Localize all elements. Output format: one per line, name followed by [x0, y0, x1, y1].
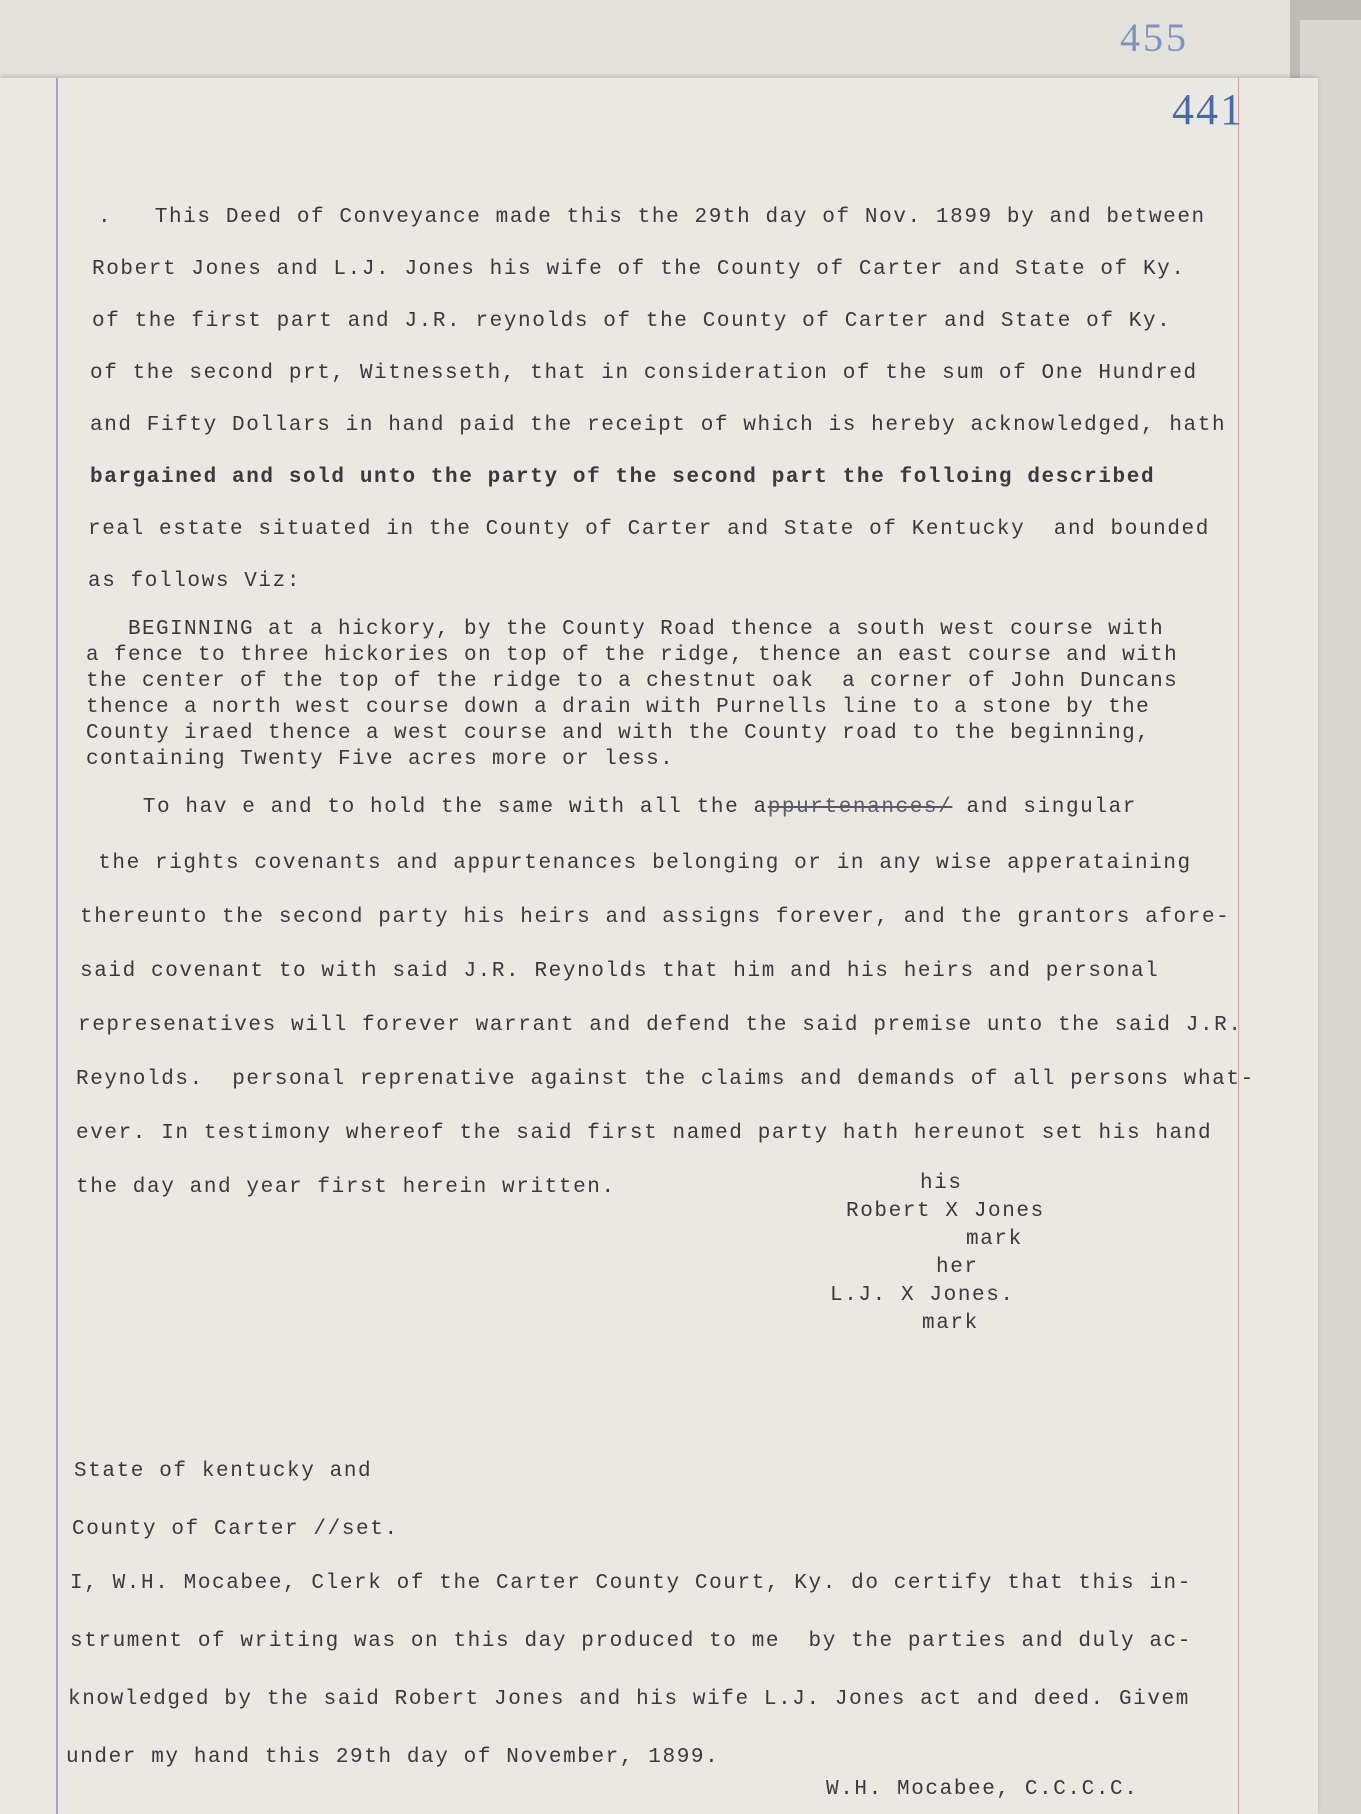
habendum-line-3: thereunto the second party his heirs and assigns forever, and the grantors afore- [80, 906, 1231, 929]
description-line-6: containing Twenty Five acres more or less. [86, 748, 675, 771]
signature-mark-2: mark [922, 1312, 979, 1335]
certificate-state: State of kentucky and [74, 1460, 373, 1483]
deed-line-1: . This Deed of Conveyance made this the 29th day of Nov. 1899 by and between [98, 206, 1206, 229]
signature-her: her [936, 1256, 979, 1279]
habendum-line-2: the rights covenants and appurtenances belonging or in any wise apperataining [84, 852, 1192, 875]
deed-line-2: Robert Jones and L.J. Jones his wife of the County of Carter and State of Ky. [92, 258, 1186, 281]
habendum-text-end: and singular [952, 796, 1137, 819]
description-line-4: thence a north west course down a drain with Purnells line to a stone by the [86, 696, 1151, 719]
certificate-line-2: strument of writing was on this day produced to me by the parties and duly ac- [70, 1630, 1192, 1653]
signature-lj-jones: L.J. X Jones. [830, 1284, 1015, 1307]
deed-line-5: and Fifty Dollars in hand paid the receipt of which is hereby acknowledged, hath [90, 414, 1227, 437]
deed-line-8: as follows Viz: [88, 570, 302, 593]
left-margin-rule [56, 78, 58, 1814]
clerk-signature: W.H. Mocabee, C.C.C.C. [826, 1778, 1139, 1801]
habendum-line-4: said covenant to with said J.R. Reynolds that him and his heirs and personal [80, 960, 1160, 983]
habendum-line-7: ever. In testimony whereof the said first named party hath hereunot set his hand [76, 1122, 1213, 1145]
habendum-line-1 [86, 796, 1137, 819]
habendum-line-8: the day and year first herein written. [76, 1176, 616, 1199]
deed-page [0, 78, 1318, 1814]
page-number: 441 [1172, 85, 1244, 134]
deed-line-3: of the first part and J.R. reynolds of the County of Carter and State of Ky. [92, 310, 1172, 333]
certificate-county: County of Carter //set. [72, 1518, 399, 1541]
signature-robert-jones: Robert X Jones [846, 1200, 1045, 1223]
description-line-2: a fence to three hickories on top of the ridge, thence an east course and with [86, 644, 1179, 667]
description-line-1: BEGINNING at a hickory, by the County Road thence a south west course with [86, 618, 1165, 641]
description-line-5: County iraed thence a west course and with the County road to the beginning, [86, 722, 1151, 745]
certificate-line-4: under my hand this 29th day of November, 1899. [66, 1746, 720, 1769]
habendum-text-start: To hav e and to hold the same with all the a [86, 796, 768, 819]
back-page-number: 455 [1120, 15, 1189, 60]
right-margin-rule [1238, 78, 1239, 1814]
signature-his: his [920, 1172, 963, 1195]
signature-mark-1: mark [966, 1228, 1023, 1251]
deed-line-4: of the second prt, Witnesseth, that in consideration of the sum of One Hundred [90, 362, 1198, 385]
habendum-line-6: Reynolds. personal reprenative against the claims and demands of all persons what- [76, 1068, 1255, 1091]
struck-word: ppurtenances/ [767, 796, 953, 819]
deed-line-7: real estate situated in the County of Carter and State of Kentucky and bounded [88, 518, 1210, 541]
description-line-3: the center of the top of the ridge to a chestnut oak a corner of John Duncans [86, 670, 1179, 693]
certificate-line-1: I, W.H. Mocabee, Clerk of the Carter County Court, Ky. do certify that this in- [70, 1572, 1192, 1595]
certificate-line-3: knowledged by the said Robert Jones and his wife L.J. Jones act and deed. Givem [68, 1688, 1190, 1711]
habendum-line-5: represenatives will forever warrant and defend the said premise unto the said J.R. [78, 1014, 1243, 1037]
deed-line-6: bargained and sold unto the party of the second part the folloing described [90, 466, 1156, 489]
